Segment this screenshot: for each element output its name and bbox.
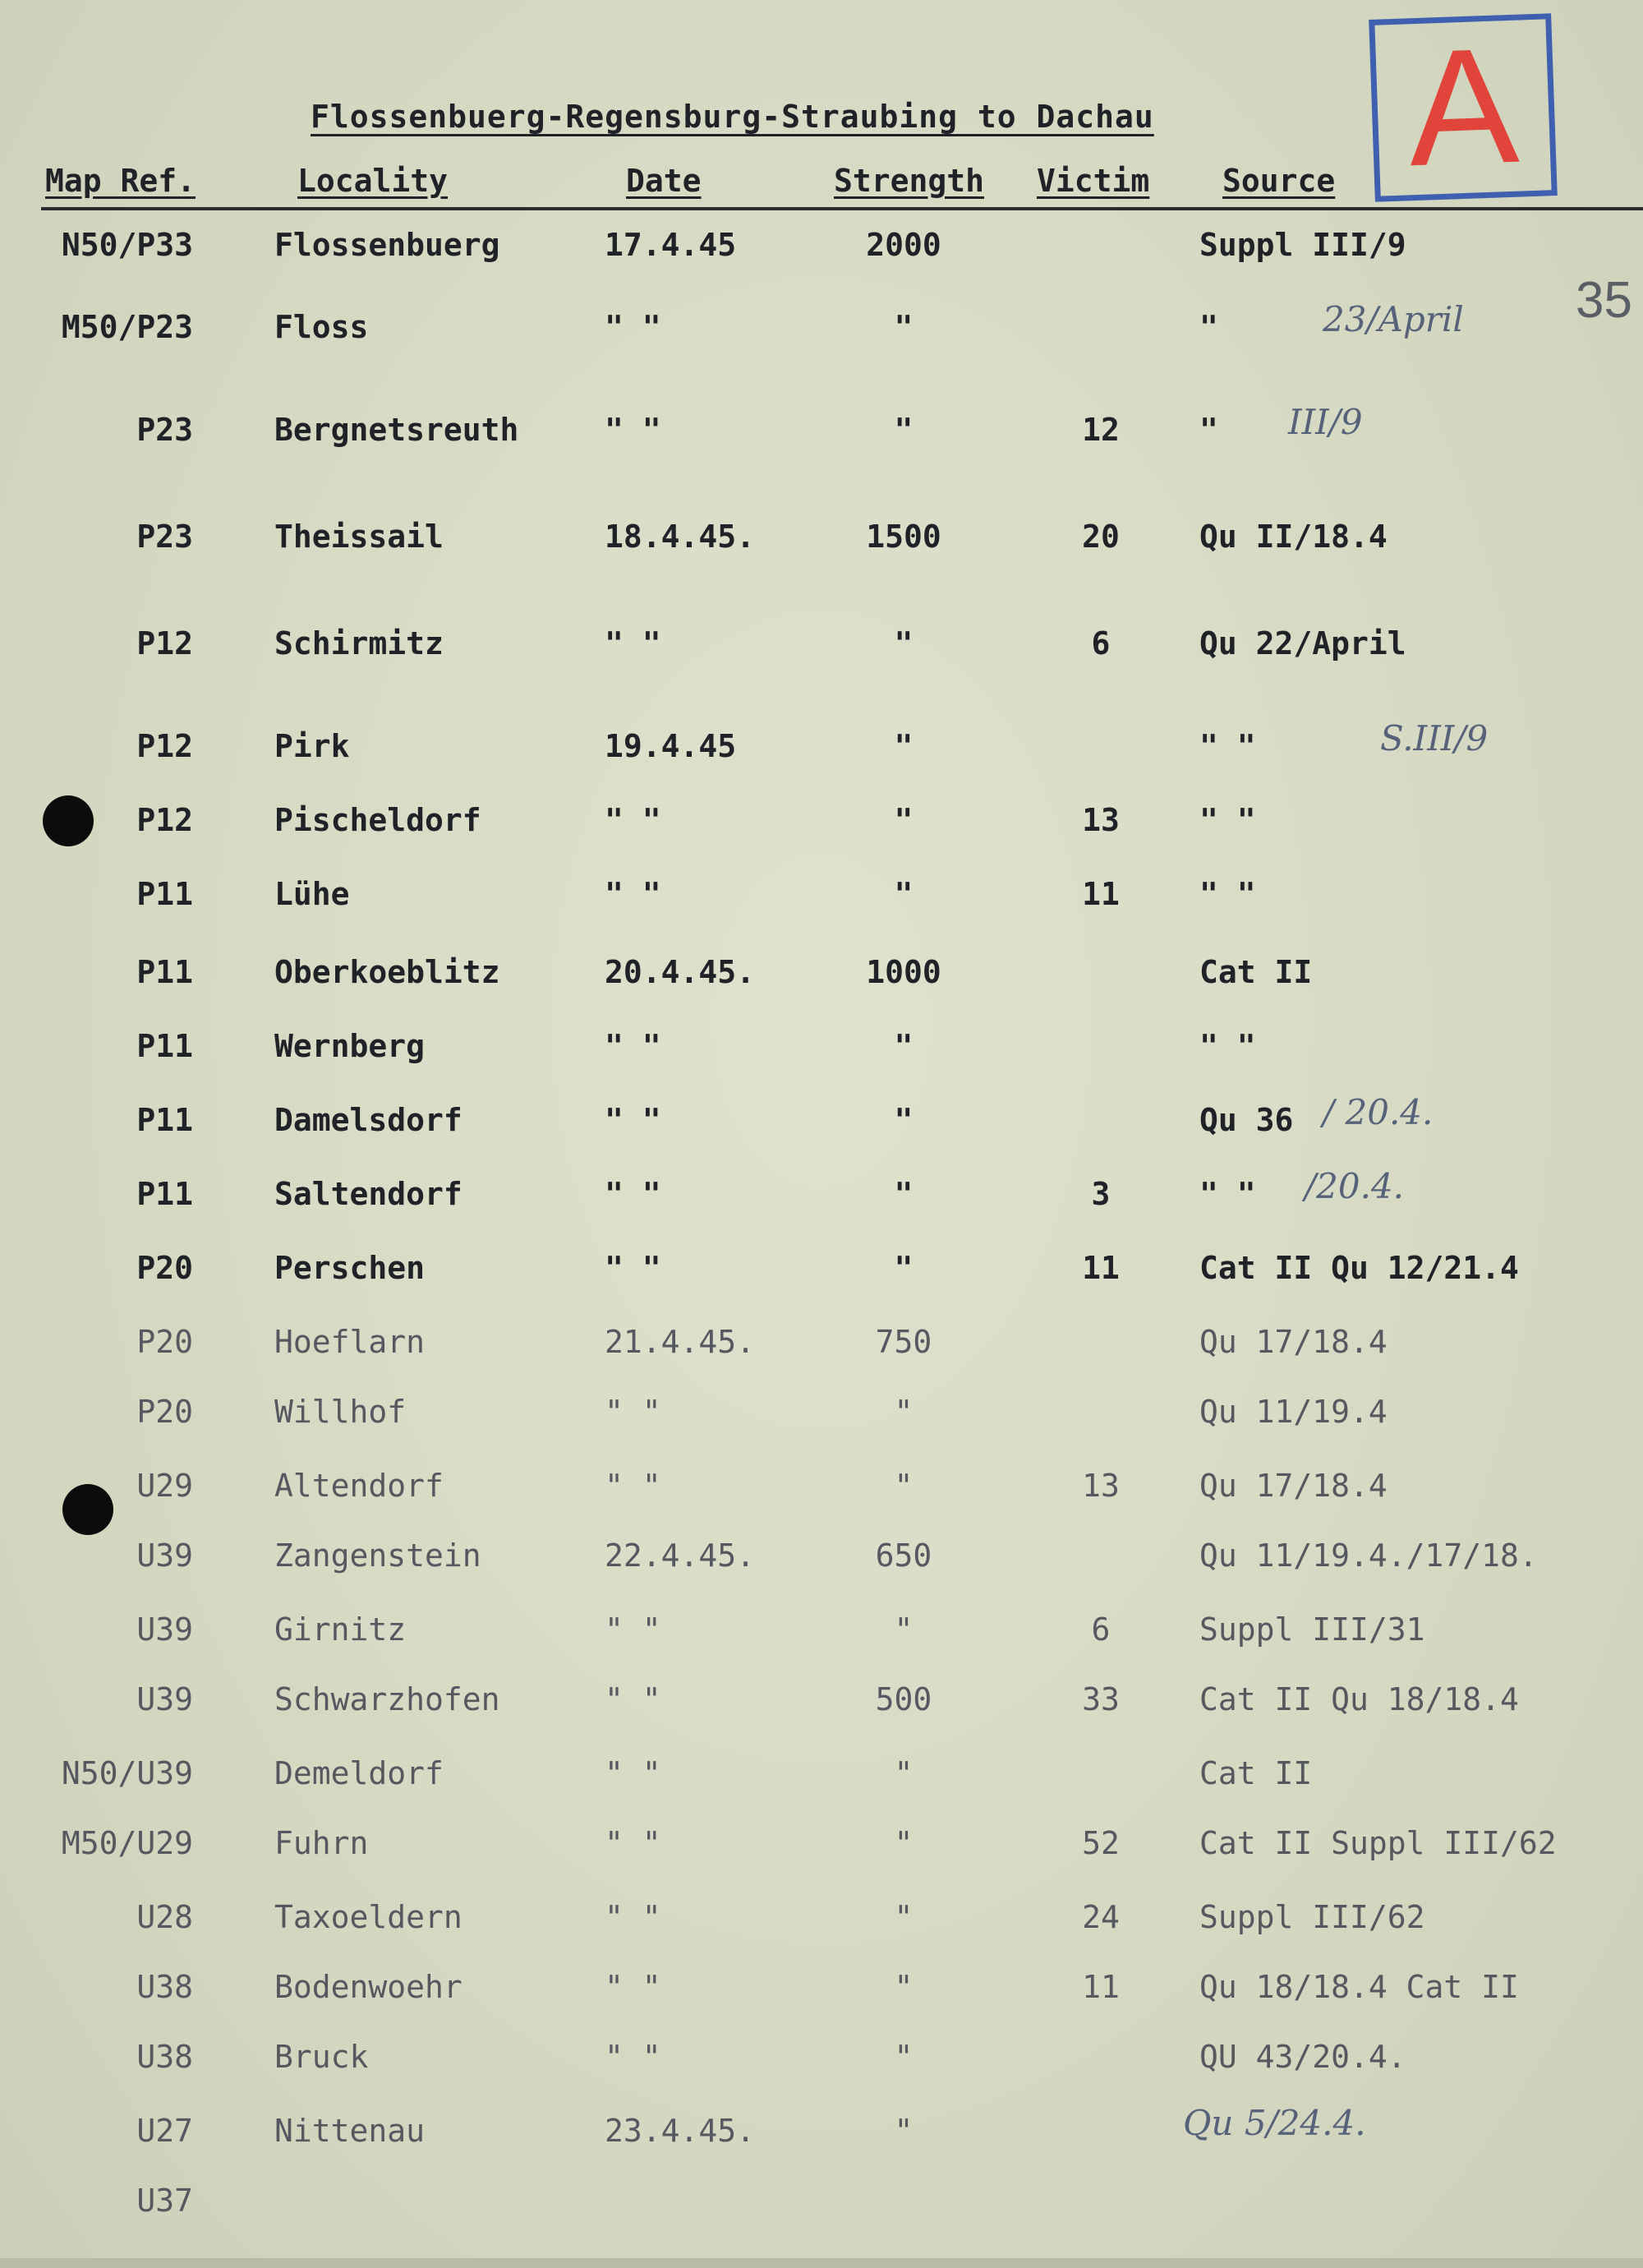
source-cell: Cat II Qu 12/21.4 bbox=[1199, 1250, 1519, 1286]
strength-cell: " bbox=[894, 412, 914, 448]
date-cell: " " bbox=[605, 876, 661, 912]
map-ref-cell: P23 bbox=[136, 519, 193, 555]
map-ref-cell: P11 bbox=[136, 1176, 193, 1212]
strength-cell: " bbox=[894, 876, 914, 912]
map-ref-cell: U28 bbox=[136, 1899, 193, 1935]
table-row bbox=[0, 402, 1643, 456]
header-victim: Victim bbox=[1037, 163, 1150, 199]
locality-cell: Wernberg bbox=[274, 1028, 426, 1064]
victim-cell: 12 bbox=[1082, 412, 1120, 448]
handwritten-annotation: / 20.4. bbox=[1323, 1092, 1434, 1132]
table-row bbox=[0, 1533, 1643, 1582]
map-ref-cell: P20 bbox=[136, 1250, 193, 1286]
header-map-ref: Map Ref. bbox=[45, 163, 196, 199]
strength-cell: " bbox=[894, 1899, 914, 1935]
header-rule bbox=[41, 207, 1643, 210]
date-cell: " " bbox=[605, 1468, 661, 1504]
locality-cell: Lühe bbox=[274, 876, 350, 912]
map-ref-cell: P12 bbox=[136, 728, 193, 764]
source-cell: Qu 17/18.4 bbox=[1199, 1468, 1388, 1504]
punch-hole-top bbox=[43, 795, 94, 846]
strength-cell: 750 bbox=[875, 1324, 932, 1360]
victim-cell: 33 bbox=[1082, 1681, 1120, 1717]
date-cell: " " bbox=[605, 412, 661, 448]
table-row bbox=[0, 1676, 1643, 1726]
source-cell: Qu 11/19.4 bbox=[1199, 1394, 1388, 1430]
date-cell: " " bbox=[605, 2039, 661, 2075]
locality-cell: Hoeflarn bbox=[274, 1324, 426, 1360]
table-row bbox=[0, 797, 1643, 846]
date-cell: " " bbox=[605, 1825, 661, 1861]
source-cell: " " bbox=[1199, 728, 1256, 764]
source-cell: " bbox=[1199, 309, 1218, 345]
table-row bbox=[0, 2034, 1643, 2083]
date-cell: " " bbox=[605, 1176, 661, 1212]
date-cell: " " bbox=[605, 1969, 661, 2005]
locality-cell: Bodenwoehr bbox=[274, 1969, 463, 2005]
locality-cell: Oberkoeblitz bbox=[274, 954, 500, 990]
strength-cell: " bbox=[894, 1611, 914, 1648]
header-strength: Strength bbox=[834, 163, 985, 199]
stamp-a bbox=[1369, 13, 1558, 202]
stamp-letter: A bbox=[1405, 13, 1521, 201]
strength-cell: " bbox=[894, 1969, 914, 2005]
table-row bbox=[0, 1023, 1643, 1072]
table-row bbox=[0, 1245, 1643, 1294]
punch-hole-bottom bbox=[62, 1484, 113, 1535]
table-row bbox=[0, 1820, 1643, 1869]
page-bottom-edge bbox=[0, 2258, 1643, 2268]
strength-cell: " bbox=[894, 1394, 914, 1430]
locality-cell: Pirk bbox=[274, 728, 350, 764]
date-cell: 22.4.45. bbox=[605, 1537, 756, 1574]
table-row bbox=[0, 1463, 1643, 1512]
victim-cell: 24 bbox=[1082, 1899, 1120, 1935]
strength-cell: " bbox=[894, 1102, 914, 1138]
table-row bbox=[0, 1389, 1643, 1438]
source-cell: Suppl III/31 bbox=[1199, 1611, 1425, 1648]
table-row bbox=[0, 1166, 1643, 1220]
date-cell: 20.4.45. bbox=[605, 954, 756, 990]
source-cell: Cat II Qu 18/18.4 bbox=[1199, 1681, 1519, 1717]
source-cell: Qu 11/19.4./17/18. bbox=[1199, 1537, 1538, 1574]
source-cell: QU 43/20.4. bbox=[1199, 2039, 1406, 2075]
map-ref-cell: P11 bbox=[136, 876, 193, 912]
victim-cell: 3 bbox=[1091, 1176, 1111, 1212]
table-row bbox=[0, 222, 1643, 271]
locality-cell: Floss bbox=[274, 309, 369, 345]
locality-cell: Perschen bbox=[274, 1250, 426, 1286]
victim-cell: 20 bbox=[1082, 519, 1120, 555]
strength-cell: " bbox=[894, 1755, 914, 1791]
source-cell: " " bbox=[1199, 1176, 1256, 1212]
strength-cell: 1500 bbox=[866, 519, 941, 555]
map-ref-cell: P23 bbox=[136, 412, 193, 448]
source-cell: " " bbox=[1199, 802, 1256, 838]
date-cell: " " bbox=[605, 1102, 661, 1138]
strength-cell: " bbox=[894, 1250, 914, 1286]
strength-cell: " bbox=[894, 309, 914, 345]
table-row bbox=[0, 1894, 1643, 1943]
locality-cell: Bruck bbox=[274, 2039, 369, 2075]
header-source: Source bbox=[1222, 163, 1336, 199]
table-row bbox=[0, 514, 1643, 563]
victim-cell: 11 bbox=[1082, 1969, 1120, 2005]
source-cell: Cat II bbox=[1199, 954, 1313, 990]
source-cell: Qu 17/18.4 bbox=[1199, 1324, 1388, 1360]
map-ref-cell: M50/U29 bbox=[61, 1825, 193, 1861]
victim-cell: 13 bbox=[1082, 802, 1120, 838]
source-cell: Qu 36 bbox=[1199, 1102, 1294, 1138]
locality-cell: Willhof bbox=[274, 1394, 407, 1430]
date-cell: " " bbox=[605, 1250, 661, 1286]
date-cell: " " bbox=[605, 802, 661, 838]
map-ref-cell: U39 bbox=[136, 1681, 193, 1717]
date-cell: " " bbox=[605, 1611, 661, 1648]
strength-cell: " bbox=[894, 1468, 914, 1504]
locality-cell: Fuhrn bbox=[274, 1825, 369, 1861]
strength-cell: 1000 bbox=[866, 954, 941, 990]
locality-cell: Schirmitz bbox=[274, 625, 444, 662]
strength-cell: " bbox=[894, 1825, 914, 1861]
map-ref-cell: U39 bbox=[136, 1537, 193, 1574]
map-ref-cell: P11 bbox=[136, 1028, 193, 1064]
locality-cell: Taxoeldern bbox=[274, 1899, 463, 1935]
source-cell: " " bbox=[1199, 876, 1256, 912]
source-cell: Qu 22/April bbox=[1199, 625, 1406, 662]
table-row bbox=[0, 620, 1643, 670]
date-cell: 23.4.45. bbox=[605, 2113, 756, 2149]
table-row bbox=[0, 718, 1643, 772]
map-ref-cell: P12 bbox=[136, 625, 193, 662]
source-cell: Suppl III/62 bbox=[1199, 1899, 1425, 1935]
map-ref-cell: U38 bbox=[136, 1969, 193, 2005]
source-cell: Qu II/18.4 bbox=[1199, 519, 1388, 555]
strength-cell: " bbox=[894, 1028, 914, 1064]
locality-cell: Flossenbuerg bbox=[274, 227, 500, 263]
date-cell: 21.4.45. bbox=[605, 1324, 756, 1360]
map-ref-cell: M50/P23 bbox=[61, 309, 193, 345]
strength-cell: " bbox=[894, 2113, 914, 2149]
date-cell: " " bbox=[605, 1028, 661, 1064]
page-number: 35 bbox=[1576, 272, 1632, 329]
map-ref-cell: P20 bbox=[136, 1324, 193, 1360]
strength-cell: " bbox=[894, 625, 914, 662]
table-row bbox=[0, 1319, 1643, 1368]
map-ref-cell: U27 bbox=[136, 2113, 193, 2149]
map-ref-cell: P11 bbox=[136, 954, 193, 990]
locality-cell: Damelsdorf bbox=[274, 1102, 463, 1138]
table-row bbox=[0, 2103, 1643, 2157]
date-cell: 19.4.45 bbox=[605, 728, 737, 764]
source-cell: Cat II Suppl III/62 bbox=[1199, 1825, 1557, 1861]
source-cell: " bbox=[1199, 412, 1218, 448]
strength-cell: 500 bbox=[875, 1681, 932, 1717]
locality-cell: Saltendorf bbox=[274, 1176, 463, 1212]
victim-cell: 11 bbox=[1082, 876, 1120, 912]
map-ref-cell: P20 bbox=[136, 1394, 193, 1430]
map-ref-cell: U39 bbox=[136, 1611, 193, 1648]
locality-cell: Theissail bbox=[274, 519, 444, 555]
date-cell: 18.4.45. bbox=[605, 519, 756, 555]
locality-cell: Demeldorf bbox=[274, 1755, 444, 1791]
date-cell: " " bbox=[605, 1755, 661, 1791]
handwritten-annotation: Qu 5/24.4. bbox=[1183, 2103, 1366, 2143]
document-title: Flossenbuerg-Regensburg-Straubing to Dachau bbox=[311, 99, 1154, 135]
table-row bbox=[0, 1092, 1643, 1146]
handwritten-annotation: S.III/9 bbox=[1380, 718, 1489, 758]
victim-cell: 52 bbox=[1082, 1825, 1120, 1861]
strength-cell: 650 bbox=[875, 1537, 932, 1574]
locality-cell: Pischeldorf bbox=[274, 802, 481, 838]
table-row bbox=[0, 1606, 1643, 1656]
strength-cell: 2000 bbox=[866, 227, 941, 263]
date-cell: " " bbox=[605, 1681, 661, 1717]
source-cell: Qu 18/18.4 Cat II bbox=[1199, 1969, 1519, 2005]
handwritten-annotation: III/9 bbox=[1288, 402, 1363, 442]
handwritten-annotation: 23/April bbox=[1323, 299, 1464, 339]
locality-cell: Zangenstein bbox=[274, 1537, 481, 1574]
strength-cell: " bbox=[894, 728, 914, 764]
victim-cell: 6 bbox=[1091, 1611, 1111, 1648]
strength-cell: " bbox=[894, 1176, 914, 1212]
strength-cell: " bbox=[894, 802, 914, 838]
date-cell: " " bbox=[605, 309, 661, 345]
table-row bbox=[0, 2178, 1643, 2227]
locality-cell: Altendorf bbox=[274, 1468, 444, 1504]
source-cell: Suppl III/9 bbox=[1199, 227, 1406, 263]
map-ref-cell: N50/P33 bbox=[61, 227, 193, 263]
locality-cell: Bergnetsreuth bbox=[274, 412, 519, 448]
table-row bbox=[0, 1964, 1643, 2013]
locality-cell: Girnitz bbox=[274, 1611, 407, 1648]
victim-cell: 11 bbox=[1082, 1250, 1120, 1286]
header-locality: Locality bbox=[297, 163, 449, 199]
map-ref-cell: P11 bbox=[136, 1102, 193, 1138]
date-cell: " " bbox=[605, 1899, 661, 1935]
locality-cell: Schwarzhofen bbox=[274, 1681, 500, 1717]
date-cell: " " bbox=[605, 625, 661, 662]
strength-cell: " bbox=[894, 2039, 914, 2075]
date-cell: 17.4.45 bbox=[605, 227, 737, 263]
victim-cell: 6 bbox=[1091, 625, 1111, 662]
victim-cell: 13 bbox=[1082, 1468, 1120, 1504]
source-cell: " " bbox=[1199, 1028, 1256, 1064]
map-ref-cell: P12 bbox=[136, 802, 193, 838]
map-ref-cell: U29 bbox=[136, 1468, 193, 1504]
map-ref-cell: N50/U39 bbox=[61, 1755, 193, 1791]
handwritten-annotation: /20.4. bbox=[1305, 1166, 1405, 1206]
locality-cell: Nittenau bbox=[274, 2113, 426, 2149]
table-row bbox=[0, 871, 1643, 920]
map-ref-cell: U37 bbox=[136, 2183, 193, 2219]
header-date: Date bbox=[626, 163, 702, 199]
map-ref-cell: U38 bbox=[136, 2039, 193, 2075]
table-row bbox=[0, 949, 1643, 998]
source-cell: Cat II bbox=[1199, 1755, 1313, 1791]
table-row bbox=[0, 1750, 1643, 1800]
date-cell: " " bbox=[605, 1394, 661, 1430]
